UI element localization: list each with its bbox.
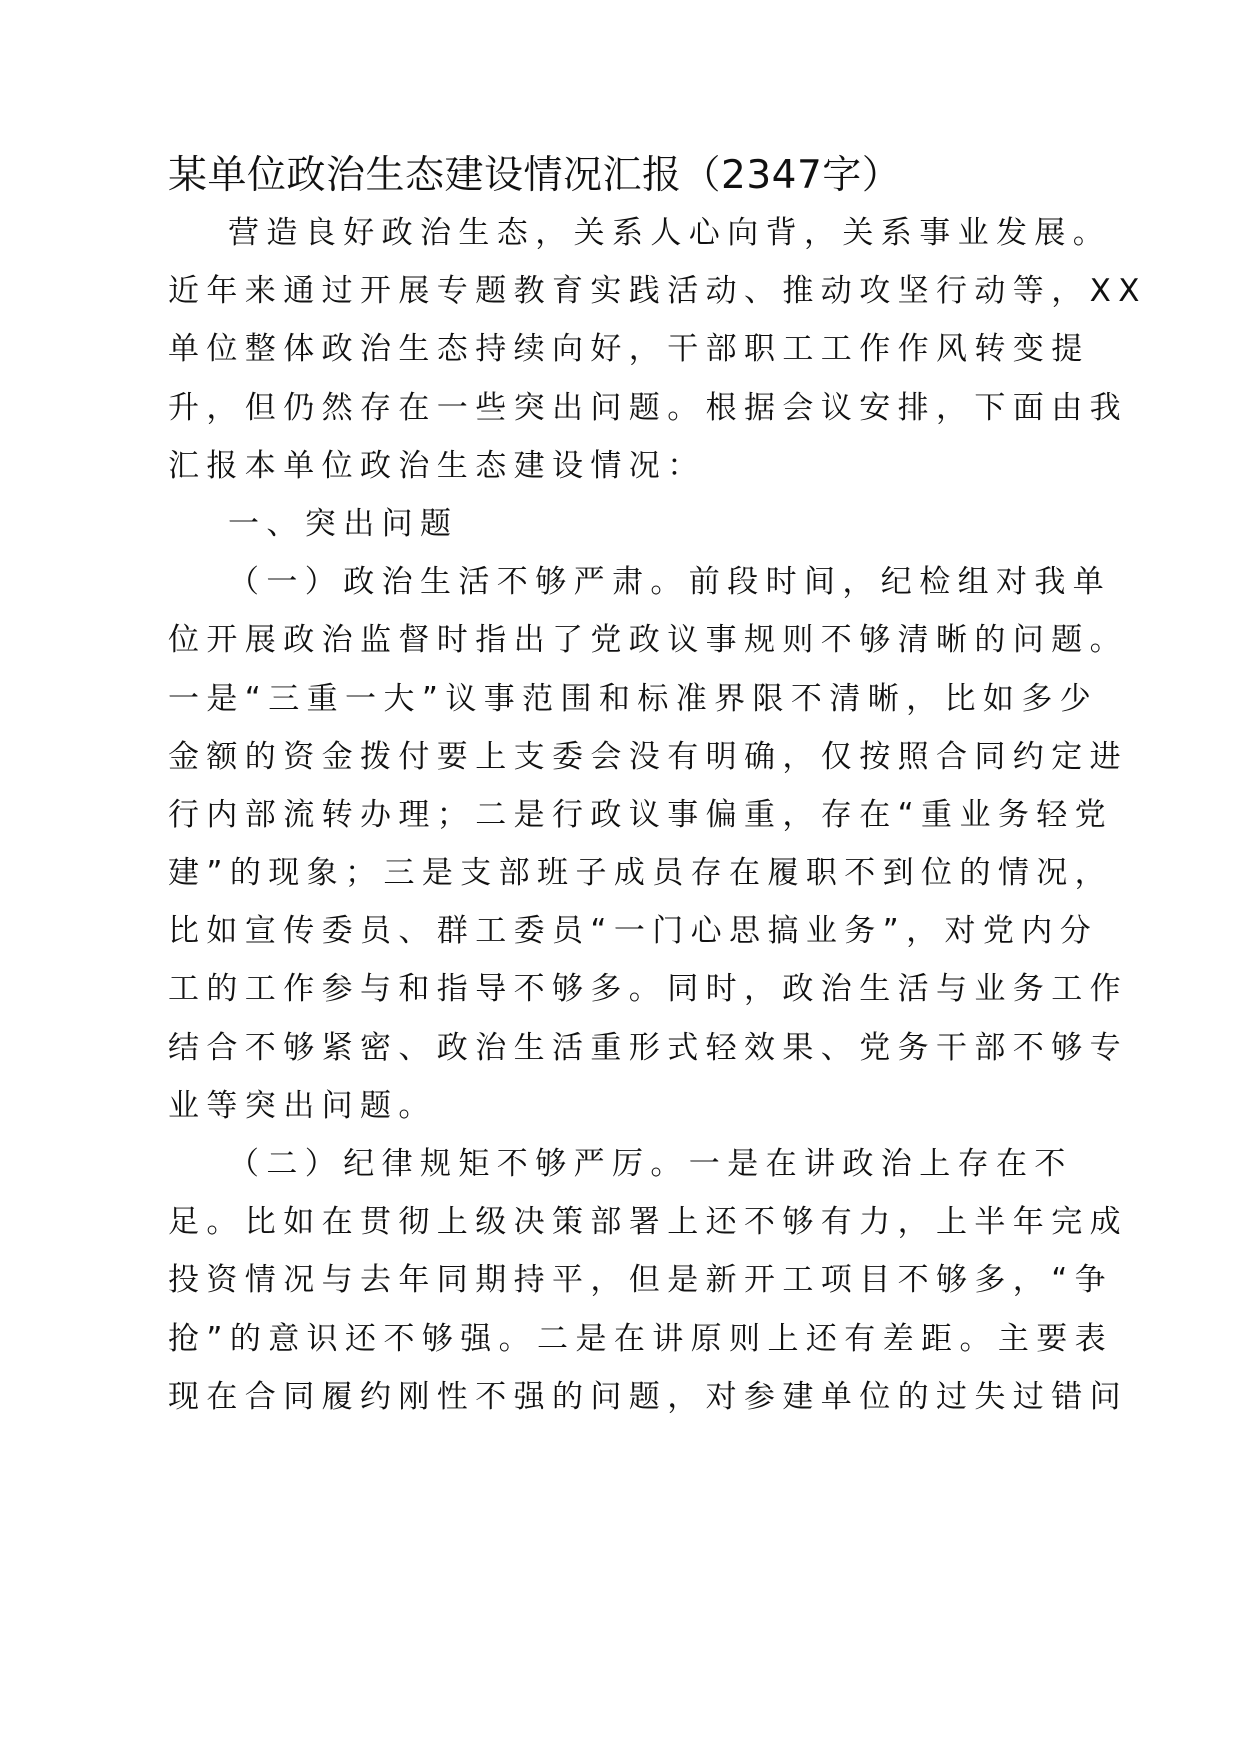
paragraph-intro-line: 近年来通过开展专题教育实践活动、推动攻坚行动等，XX (168, 273, 1147, 310)
subsection-1-line: 结合不够紧密、政治生活重形式轻效果、党务干部不够专 (168, 1029, 1128, 1066)
paragraph-intro-line: 汇报本单位政治生态建设情况： (168, 447, 706, 484)
subsection-2-line: 现在合同履约刚性不强的问题，对参建单位的过失过错问 (168, 1378, 1128, 1415)
section-heading: 一、突出问题 (228, 505, 459, 542)
subsection-1-line: 业等突出问题。 (168, 1087, 437, 1124)
document-title: 某单位政治生态建设情况汇报（2347字） (168, 153, 902, 198)
subsection-1-line: 工的工作参与和指导不够多。同时，政治生活与业务工作 (168, 971, 1128, 1008)
paragraph-intro-line: 升，但仍然存在一些突出问题。根据会议安排，下面由我 (168, 389, 1128, 426)
subsection-1-line: （一）政治生活不够严肃。前段时间，纪检组对我单 (228, 564, 1112, 601)
subsection-1-line: 位开展政治监督时指出了党政议事规则不够清晰的问题。 (168, 622, 1128, 659)
document-page (168, 148, 1147, 1426)
subsection-1-line: 行内部流转办理；二是行政议事偏重，存在“重业务轻党 (168, 796, 1114, 833)
subsection-1-line: 比如宣传委员、群工委员“一门心思搞业务”，对党内分 (168, 913, 1099, 950)
subsection-1-line: 金额的资金拨付要上支委会没有明确，仅按照合同约定进 (168, 738, 1128, 775)
subsection-2-line: 抢”的意识还不够强。二是在讲原则上还有差距。主要表 (168, 1320, 1114, 1357)
paragraph-intro-line: 单位整体政治生态持续向好，干部职工工作作风转变提 (168, 331, 1090, 368)
paragraph-intro-line: 营造良好政治生态，关系人心向背，关系事业发展。 (228, 215, 1112, 251)
subsection-2-line: 足。比如在贯彻上级决策部署上还不够有力，上半年完成 (168, 1204, 1128, 1241)
subsection-1-line: 一是“三重一大”议事范围和标准界限不清晰，比如多少 (168, 680, 1099, 717)
subsection-1-line: 建”的现象；三是支部班子成员存在履职不到位的情况， (168, 855, 1114, 892)
subsection-2-line: 投资情况与去年同期持平，但是新开工项目不够多，“争 (168, 1262, 1114, 1299)
subsection-2-line: （二）纪律规矩不够严厉。一是在讲政治上存在不 (228, 1146, 1073, 1182)
